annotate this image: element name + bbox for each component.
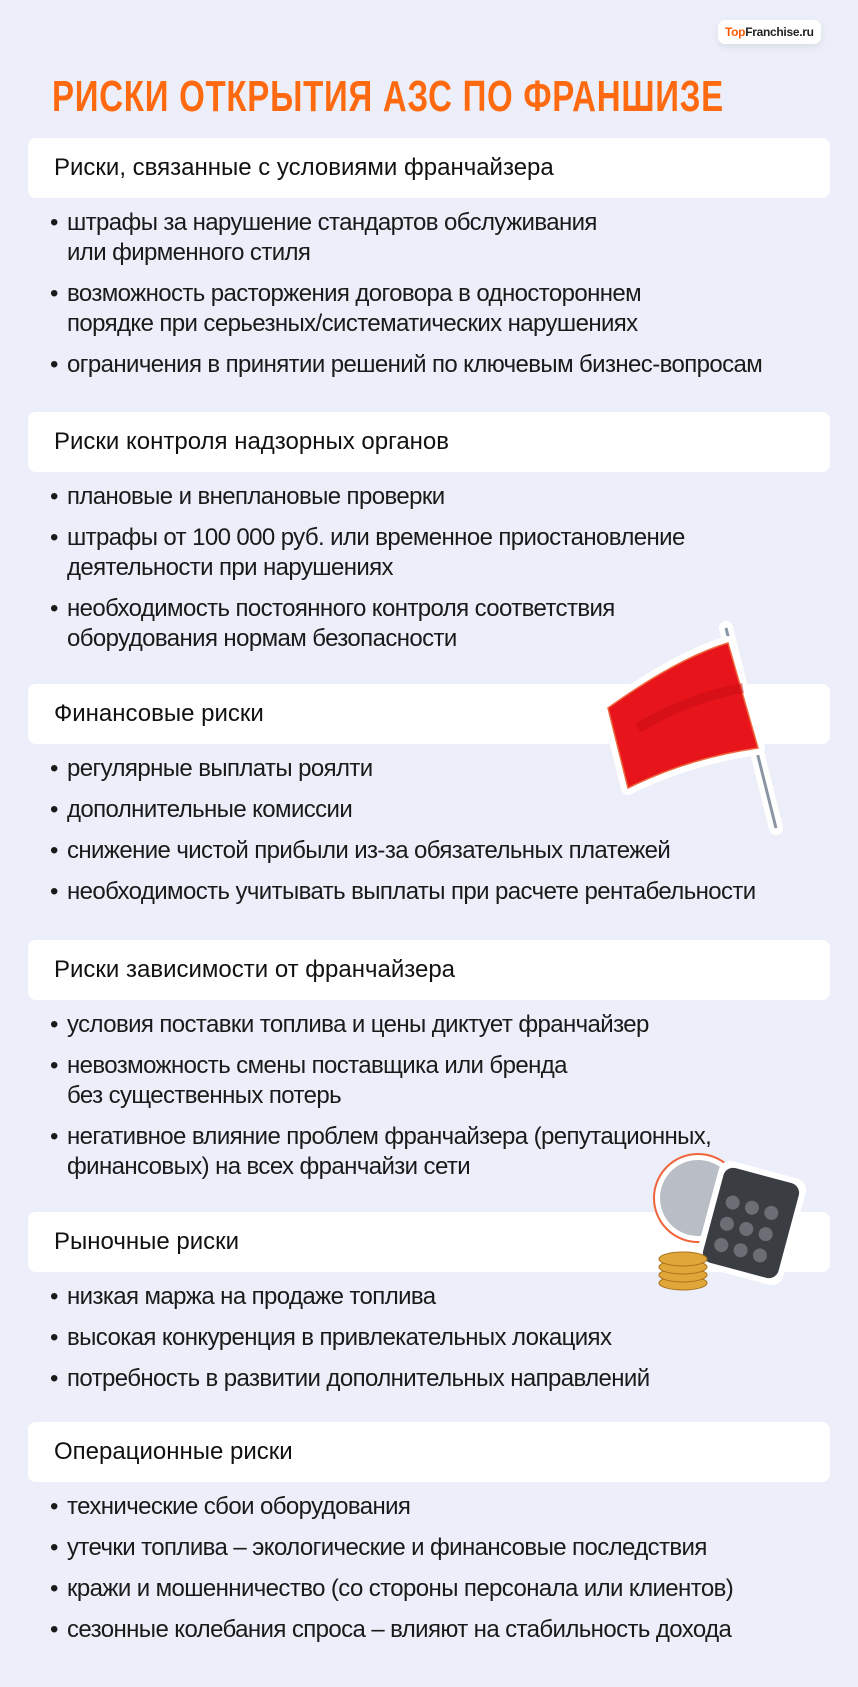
section-heading: Операционные риски	[28, 1422, 830, 1482]
list-item: • необходимость учитывать выплаты при расчете рентабельности	[50, 877, 830, 907]
list-item: • возможность расторжения договора в одностороннем порядке при серьезных/систематических нарушениях	[50, 279, 830, 339]
brand-logo	[718, 20, 821, 44]
list-item: • высокая конкуренция в привлекательных локациях	[50, 1323, 830, 1353]
logo-prefix: Top	[725, 25, 746, 39]
risk-section	[28, 138, 830, 391]
list-item: • дополнительные комиссии	[50, 795, 830, 825]
section-heading: Рыночные риски	[28, 1212, 830, 1272]
risk-section	[28, 1422, 830, 1656]
list-item: • низкая маржа на продаже топлива	[50, 1282, 830, 1312]
red-flag-icon	[598, 618, 838, 848]
section-heading: Риски зависимости от франчайзера	[28, 940, 830, 1000]
list-item: • регулярные выплаты роялти	[50, 754, 830, 784]
logo-suffix: Franchise.ru	[745, 25, 814, 39]
section-heading: Риски контроля надзорных органов	[28, 412, 830, 472]
list-item: • сезонные колебания спроса – влияют на стабильность дохода	[50, 1615, 830, 1645]
list-item: • снижение чистой прибыли из-за обязательных платежей	[50, 836, 830, 866]
list-item: • невозможность смены поставщика или бренда без существенных потерь	[50, 1051, 830, 1111]
list-item: • кражи и мошенничество (со стороны персонала или клиентов)	[50, 1574, 830, 1604]
list-item: • потребность в развитии дополнительных направлений	[50, 1364, 830, 1394]
risk-list	[28, 198, 830, 380]
list-item: • штрафы за нарушение стандартов обслуживания или фирменного стиля	[50, 208, 830, 268]
list-item: • необходимость постоянного контроля соответствия оборудования нормам безопасности	[50, 594, 830, 654]
section-heading: Финансовые риски	[28, 684, 830, 744]
list-item: • технические сбои оборудования	[50, 1492, 830, 1522]
calculator-coins-icon	[648, 1148, 818, 1298]
page-title: РИСКИ ОТКРЫТИЯ АЗС ПО ФРАНШИЗЕ	[52, 72, 724, 121]
risk-list	[28, 1482, 830, 1645]
list-item: • штрафы от 100 000 руб. или временное приостановление деятельности при нарушениях	[50, 523, 830, 583]
section-heading: Риски, связанные с условиями франчайзера	[28, 138, 830, 198]
list-item: • утечки топлива – экологические и финансовые последствия	[50, 1533, 830, 1563]
list-item: • условия поставки топлива и цены диктует франчайзер	[50, 1010, 830, 1040]
list-item: • плановые и внеплановые проверки	[50, 482, 830, 512]
list-item: • ограничения в принятии решений по ключевым бизнес-вопросам	[50, 350, 830, 380]
list-item: • негативное влияние проблем франчайзера (репутационных, финансовых) на всех франчайзи сети	[50, 1122, 830, 1182]
